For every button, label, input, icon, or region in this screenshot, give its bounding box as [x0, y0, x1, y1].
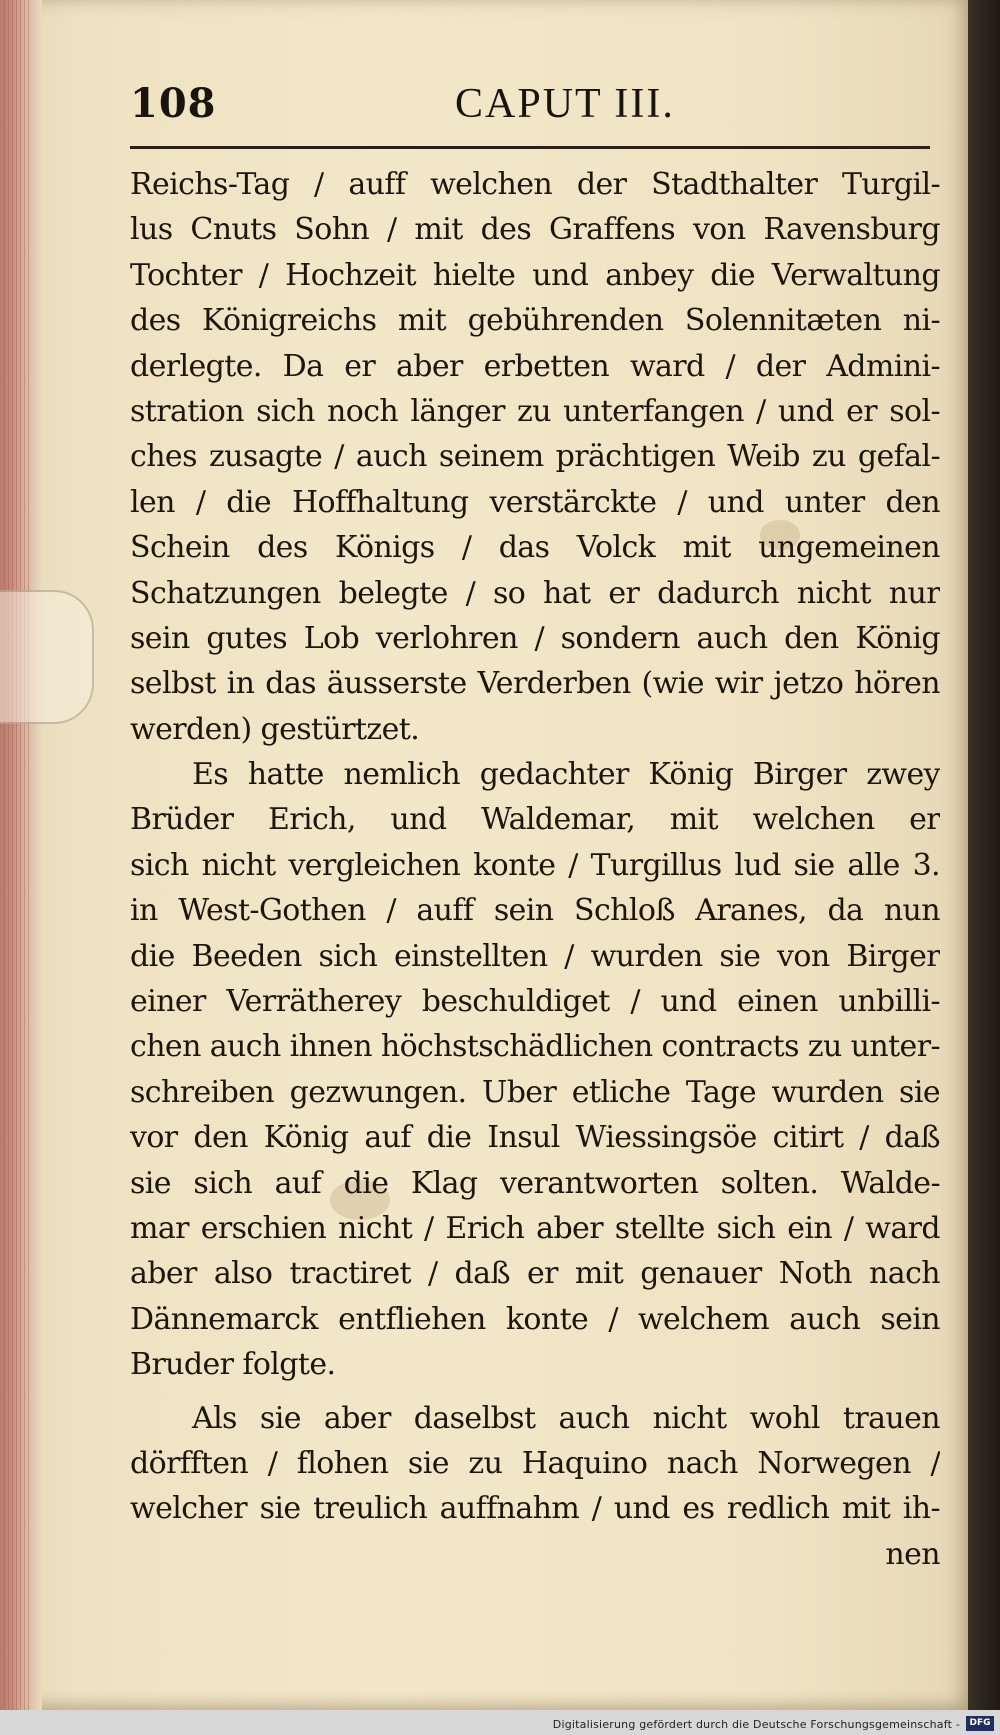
- digitization-footer: [0, 1710, 1000, 1735]
- page-edge-stripes: [4, 0, 30, 1710]
- text-line: Es hatte nemlich gedachter König Birger zwey: [192, 757, 940, 793]
- text-line: einer Verrätherey beschuldiget / und einen unbilli-: [130, 984, 940, 1020]
- text-line: Als sie aber daselbst auch nicht wohl trauen: [192, 1400, 940, 1436]
- text-line: sich nicht vergleichen konte / Turgillus lud sie alle 3.: [130, 847, 940, 883]
- text-line: dörfften / flohen sie zu Haquino nach Norwegen /: [130, 1445, 940, 1481]
- funding-credit: Digitalisierung gefördert durch die Deutsche Forschungsgemeinschaft -: [552, 1718, 960, 1731]
- text-line: in West-Gothen / auff sein Schloß Aranes, da nun: [130, 893, 940, 929]
- text-line: aber also tractiret / daß er mit genauer Noth nach: [130, 1256, 940, 1292]
- header-rule: [130, 146, 930, 149]
- page-number: 108: [130, 80, 217, 127]
- page-header: [130, 80, 930, 140]
- body-text: [130, 162, 940, 1577]
- text-line: Bruder folgte.: [130, 1347, 336, 1383]
- text-line: werden) gestürtzet.: [130, 711, 420, 747]
- text-line: selbst in das äusserste Verderben (wie wir jetzo hören: [130, 666, 940, 702]
- text-line: sein gutes Lob verlohren / sondern auch den König: [130, 620, 940, 656]
- text-line: Schatzungen belegte / so hat er dadurch nicht nur: [130, 575, 940, 611]
- text-line: derlegte. Da er aber erbetten ward / der Admini-: [130, 348, 940, 384]
- text-line: chen auch ihnen höchstschädlichen contracts zu unter-: [130, 1029, 940, 1065]
- thumb-tab-shadow: [0, 590, 94, 724]
- text-line: vor den König auf die Insul Wiessingsöe citirt / daß: [130, 1120, 940, 1156]
- text-line: des Königreichs mit gebührenden Solennitæten ni-: [130, 303, 940, 339]
- scan-background-edge: [968, 0, 1000, 1710]
- text-line: Reichs-Tag / auff welchen der Stadthalter Turgil-: [130, 167, 940, 202]
- text-line: stration sich noch länger zu unterfangen / und er sol-: [130, 393, 940, 429]
- text-line: Tochter / Hochzeit hielte und anbey die Verwaltung: [130, 257, 940, 293]
- text-line: mar erschien nicht / Erich aber stellte sich ein / ward: [130, 1210, 940, 1246]
- text-line: schreiben gezwungen. Uber etliche Tage wurden sie: [130, 1074, 940, 1110]
- text-line: len / die Hoffhaltung verstärckte / und unter den: [130, 484, 940, 520]
- paragraph-gap: [130, 1388, 940, 1396]
- text-line: die Beeden sich einstellten / wurden sie von Birger: [130, 938, 940, 974]
- text-line: lus Cnuts Sohn / mit des Graffens von Ravensburg: [130, 212, 940, 248]
- catchword: nen: [885, 1536, 940, 1572]
- text-line: Brüder Erich, und Waldemar, mit welchen er: [130, 802, 940, 838]
- text-line: Schein des Königs / das Volck mit ungemeinen: [130, 530, 940, 566]
- dfg-logo: DFG: [966, 1716, 994, 1731]
- running-head: CAPUT III.: [455, 81, 675, 127]
- text-line: welcher sie treulich auffnahm / und es redlich mit ih-: [130, 1491, 940, 1527]
- text-line: sie sich auf die Klag verantworten solten. Walde-: [130, 1165, 940, 1201]
- text-line: ches zusagte / auch seinem prächtigen Weib zu gefal-: [130, 439, 940, 475]
- text-line: Dännemarck entfliehen konte / welchem auch sein: [130, 1301, 940, 1337]
